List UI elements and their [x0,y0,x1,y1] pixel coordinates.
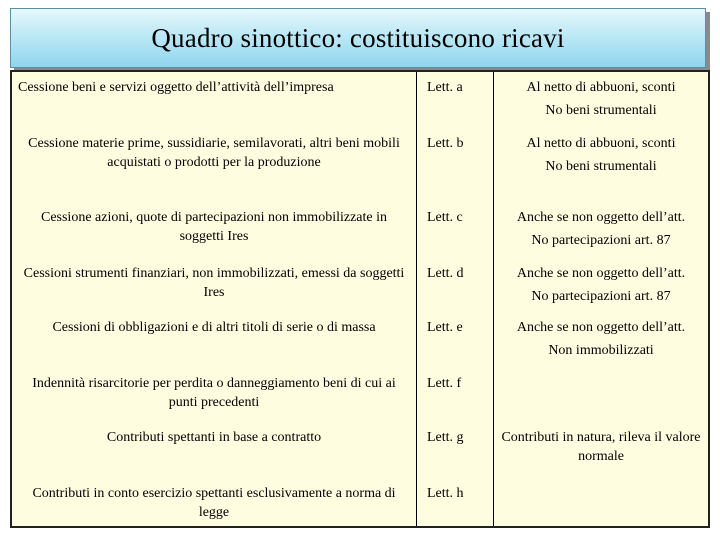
row-note-line: Anche se non oggetto dell’att. [516,210,686,225]
row-note [494,128,709,202]
row-description: Contributi spettanti in base a contratto [12,422,417,478]
row-description: Cessione beni e servizi oggetto dell’attività dell’impresa [12,72,417,128]
table-row [12,72,708,128]
row-description: Contributi in conto esercizio spettanti esclusivamente a norma di legge [12,478,417,526]
table-row [12,258,708,312]
slide-title: Quadro sinottico: costituiscono ricavi [151,22,565,53]
table-row [12,202,708,258]
row-letter: Lett. g [417,422,494,478]
table-row [12,128,708,202]
row-note-line: No partecipazioni art. 87 [531,233,671,248]
revenue-table [12,72,708,526]
row-letter: Lett. h [417,478,494,526]
row-description: Cessione azioni, quote di partecipazioni non immobilizzate in soggetti Ires [12,202,417,258]
row-note [494,258,709,312]
row-description: Indennità risarcitorie per perdita o danneggiamento beni di cui ai punti precedenti [12,368,417,422]
row-note-line: No beni strumentali [545,159,657,174]
row-note-line: Al netto di abbuoni, sconti [526,136,676,151]
row-note-line: No partecipazioni art. 87 [531,289,671,304]
table-row [12,368,708,422]
row-description: Cessioni strumenti finanziari, non immobilizzati, emessi da soggetti Ires [12,258,417,312]
row-letter: Lett. e [417,312,494,368]
row-letter: Lett. a [417,72,494,128]
row-note [494,312,709,368]
row-note-line: Al netto di abbuoni, sconti [526,80,676,95]
row-note [494,72,709,128]
row-description: Cessioni di obbligazioni e di altri titoli di serie o di massa [12,312,417,368]
row-letter: Lett. c [417,202,494,258]
row-note-line: Anche se non oggetto dell’att. [516,266,686,281]
table-row [12,312,708,368]
row-note [494,478,709,526]
row-note-line: Anche se non oggetto dell’att. [516,320,686,335]
slide-title-bar [10,8,706,68]
row-note-line: No beni strumentali [545,103,657,118]
row-note [494,368,709,422]
table-row [12,478,708,526]
row-letter: Lett. b [417,128,494,202]
row-note-line: Contributi in natura, rileva il valore normale [501,430,701,464]
row-description: Cessione materie prime, sussidiarie, semilavorati, altri beni mobili acquistati o prodotti per la produzione [12,128,417,202]
row-note [494,202,709,258]
row-letter: Lett. f [417,368,494,422]
table-row [12,422,708,478]
row-note-line: Non immobilizzati [548,343,654,358]
revenue-table-panel [10,70,710,528]
row-letter: Lett. d [417,258,494,312]
row-note [494,422,709,478]
